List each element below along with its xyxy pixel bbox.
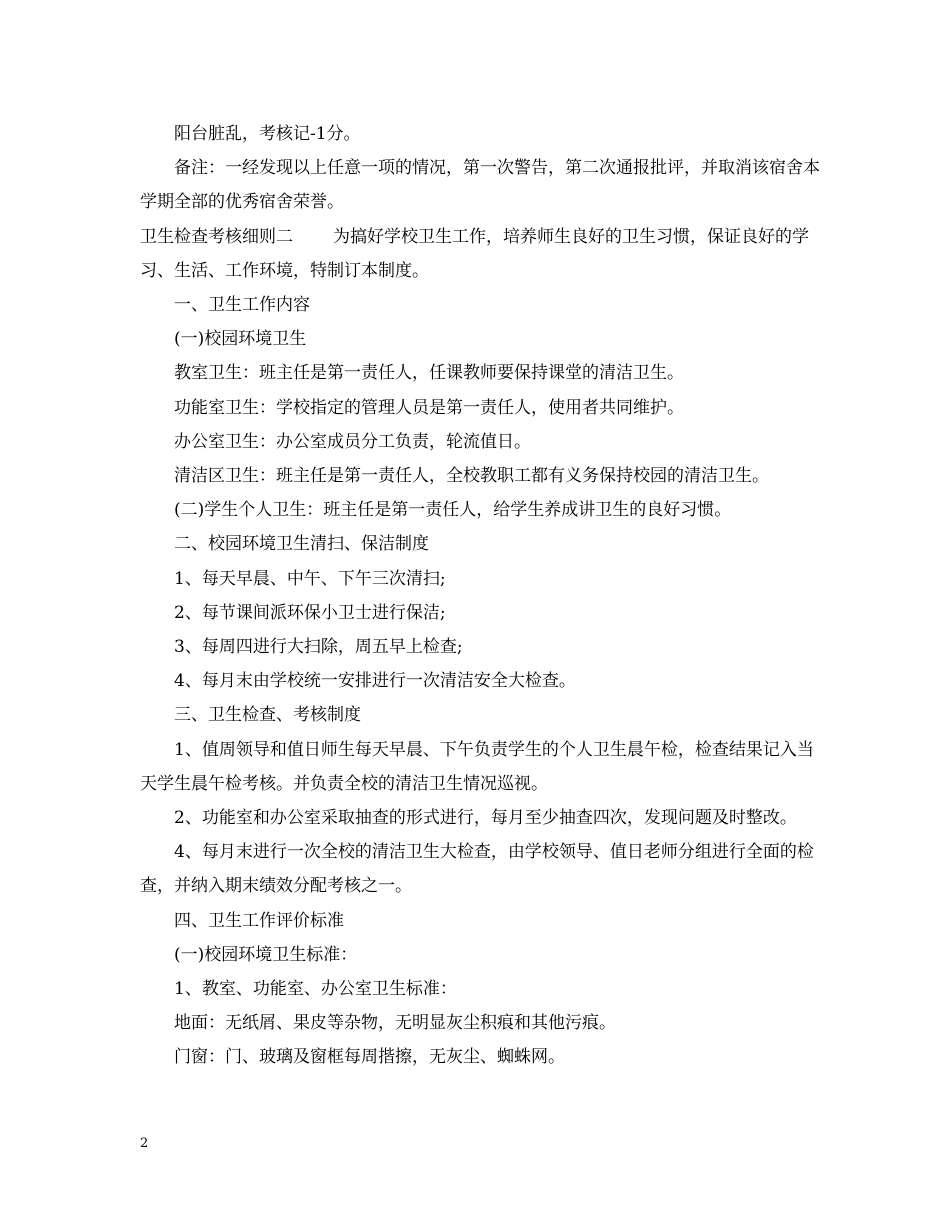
paragraph: 1、每天早晨、中午、下午三次清扫; <box>174 568 446 589</box>
paragraph: 二、校园环境卫生清扫、保洁制度 <box>174 534 429 555</box>
paragraph: 三、卫生检查、考核制度 <box>174 705 361 726</box>
paragraph: 2、功能室和办公室采取抽查的形式进行，每月至少抽查四次，发现问题及时整改。 <box>174 808 797 829</box>
paragraph: (一)校园环境卫生 <box>174 329 307 350</box>
paragraph: 四、卫生工作评价标准 <box>174 910 344 931</box>
paragraph: (二)学生个人卫生：班主任是第一责任人，给学生养成讲卫生的良好习惯。 <box>174 500 732 521</box>
page-number: 2 <box>140 1136 149 1151</box>
paragraph: 3、每周四进行大扫除，周五早上检查; <box>174 637 463 658</box>
paragraph: 1、值周领导和值日师生每天早晨、下午负责学生的个人卫生晨午检，检查结果记入当天学生晨午检考核。并负责全校的清洁卫生情况巡视。 <box>140 739 814 794</box>
paragraph: 清洁区卫生：班主任是第一责任人，全校教职工都有义务保持校园的清洁卫生。 <box>174 466 769 487</box>
document-body <box>140 117 820 1075</box>
paragraph: 地面：无纸屑、果皮等杂物，无明显灰尘积痕和其他污痕。 <box>174 1013 616 1034</box>
section-heading-paragraph <box>140 220 820 288</box>
paragraph: 2、每节课间派环保小卫士进行保洁; <box>174 602 446 623</box>
section-title: 卫生检查考核细则二 <box>140 226 293 247</box>
paragraph: 办公室卫生：办公室成员分工负责，轮流值日。 <box>174 431 531 452</box>
paragraph: 1、教室、功能室、办公室卫生标准： <box>174 979 457 1000</box>
paragraph: 功能室卫生：学校指定的管理人员是第一责任人，使用者共同维护。 <box>174 397 684 418</box>
paragraph: 教室卫生：班主任是第一责任人，任课教师要保持课堂的清洁卫生。 <box>174 363 684 384</box>
paragraph: 4、每月末进行一次全校的清洁卫生大检查，由学校领导、值日老师分组进行全面的检查，并纳入期末绩效分配考核之一。 <box>140 842 814 897</box>
paragraph: 阳台脏乱，考核记-1分。 <box>174 124 361 144</box>
paragraph: 备注：一经发现以上任意一项的情况，第一次警告，第二次通报批评，并取消该宿舍本学期全部的优秀宿舍荣誉。 <box>140 158 820 213</box>
paragraph: 一、卫生工作内容 <box>174 295 310 316</box>
paragraph: 门窗：门、玻璃及窗框每周揩擦，无灰尘、蜘蛛网。 <box>174 1047 565 1068</box>
paragraph: 4、每月末由学校统一安排进行一次清洁安全大检查。 <box>174 671 576 692</box>
paragraph: (一)校园环境卫生标准： <box>174 944 358 965</box>
section-intro: 为搞好学校卫生工作，培养师生良好的卫生习惯，保证良好的学习、生活、工作环境，特制订本制度。 <box>140 226 809 281</box>
